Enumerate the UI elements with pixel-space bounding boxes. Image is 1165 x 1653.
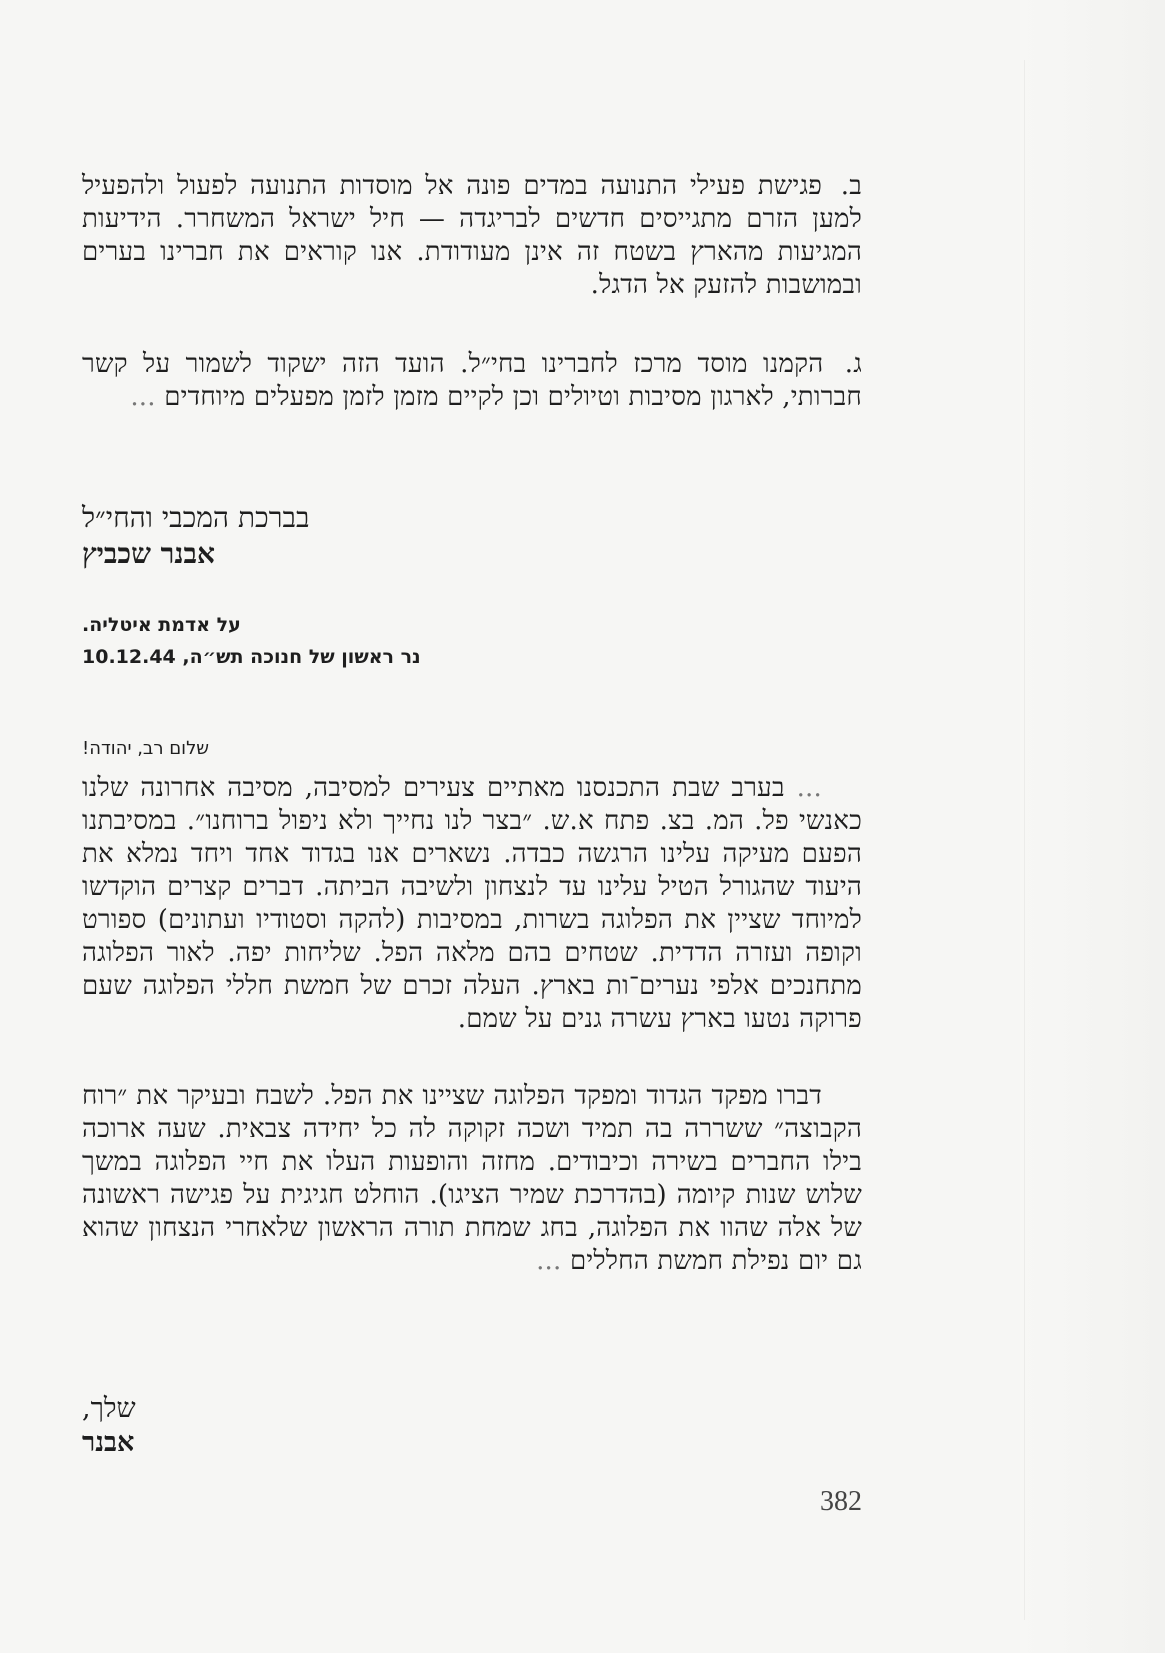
letter2-paragraph-1 xyxy=(82,772,862,1036)
closing-line: בברכת המכבי והחי״ל xyxy=(82,501,310,534)
paragraph-text: בערב שבת התכנסנו מאתיים צעירים למסיבה, מסיבה אחרונה שלנו כאנשי פל. המ. בצ. פתח א.ש. ״בצר לנו נחייך ולא ניפול ברוחנו״. במסיבתנו הפעם מעיקה עלינו הרגשה כבדה. נשארים אנו בגדוד אחד ויחד נמלא את היעוד שהגורל הטיל עלינו עד לנצחון ולשיבה הביתה. דברים קצרים הוקדשו למיוחד שציין את הפלוגה בשרות, במסיבות (להקה וסטודיו ועתונים) ספורט וקופה ועזרה הדדית. שטחים בהם מלאה הפל. שליחות יפה. לאור הפלוגה מתחנכים אלפי נערים־ות בארץ. העלה זכרם של חמשת חללי הפלוגה שעם פרוקה נטעו בארץ עשרה גנים על שמם. xyxy=(82,773,862,1034)
ellipsis: ... xyxy=(536,1246,562,1276)
paragraph-text: דברו מפקד הגדוד ומפקד הפלוגה שציינו את הפל. לשבח ובעיקר את ״רוח הקבוצה״ ששררה בה תמיד ושכה זקוקה לה כל יחידה צבאית. שעה ארוכה בילו החברים בשירה וכיבודים. מחזה והופעות העלו את חיי הפלוגה במשך שלוש שנות קיומה (בהדרכת שמיר הציגו). הוחלט חגיגית על פגישה ראשונה של אלה שהוו את הפלוגה, בחג שמחת תורה הראשון שלאחרי הנצחון שהוא גם יום נפילת חמשת החללים xyxy=(82,1081,862,1276)
page-number: 382 xyxy=(820,1486,862,1517)
letter2-date-line: נר ראשון של חנוכה תש״ה, 10.12.44 xyxy=(82,646,421,668)
paragraph-marker: ב. xyxy=(840,171,862,201)
letter1-paragraph-b xyxy=(82,170,862,302)
signature: אבנר xyxy=(82,1427,135,1458)
letter2-sign-off xyxy=(82,1392,862,1460)
letter2-location: על אדמת איטליה. xyxy=(82,614,241,636)
letter1-paragraph-g xyxy=(82,348,862,414)
paragraph-text: הקמנו מוסד מרכז לחברינו בחי״ל. הועד הזה ישקוד לשמור על קשר חברותי, לארגון מסיבות וטיולים וכן לקיים מזמן לזמן מפעלים מיוחדים xyxy=(82,349,862,412)
ellipsis: ... xyxy=(130,382,156,412)
signature: אבנר שכביץ xyxy=(82,537,216,570)
sign-off-line: שלך, xyxy=(82,1393,136,1424)
letter2-paragraph-2 xyxy=(82,1080,862,1278)
letter2-greeting: שלום רב, יהודה! xyxy=(82,738,210,759)
ellipsis: ... xyxy=(796,773,822,803)
paragraph-marker: ג. xyxy=(844,349,863,379)
paragraph-text: פגישת פעילי התנועה במדים פונה אל מוסדות התנועה לפעול ולהפעיל למען הזרם מתגייסים חדשים לבריגדה — חיל ישראל המשחרר. הידיעות המגיעות מהארץ בשטח זה אינן מעודודת. אנו קוראים את חברינו בערים ובמושבות להזעק אל הדגל. xyxy=(82,171,862,300)
letter1-closing xyxy=(82,500,862,572)
